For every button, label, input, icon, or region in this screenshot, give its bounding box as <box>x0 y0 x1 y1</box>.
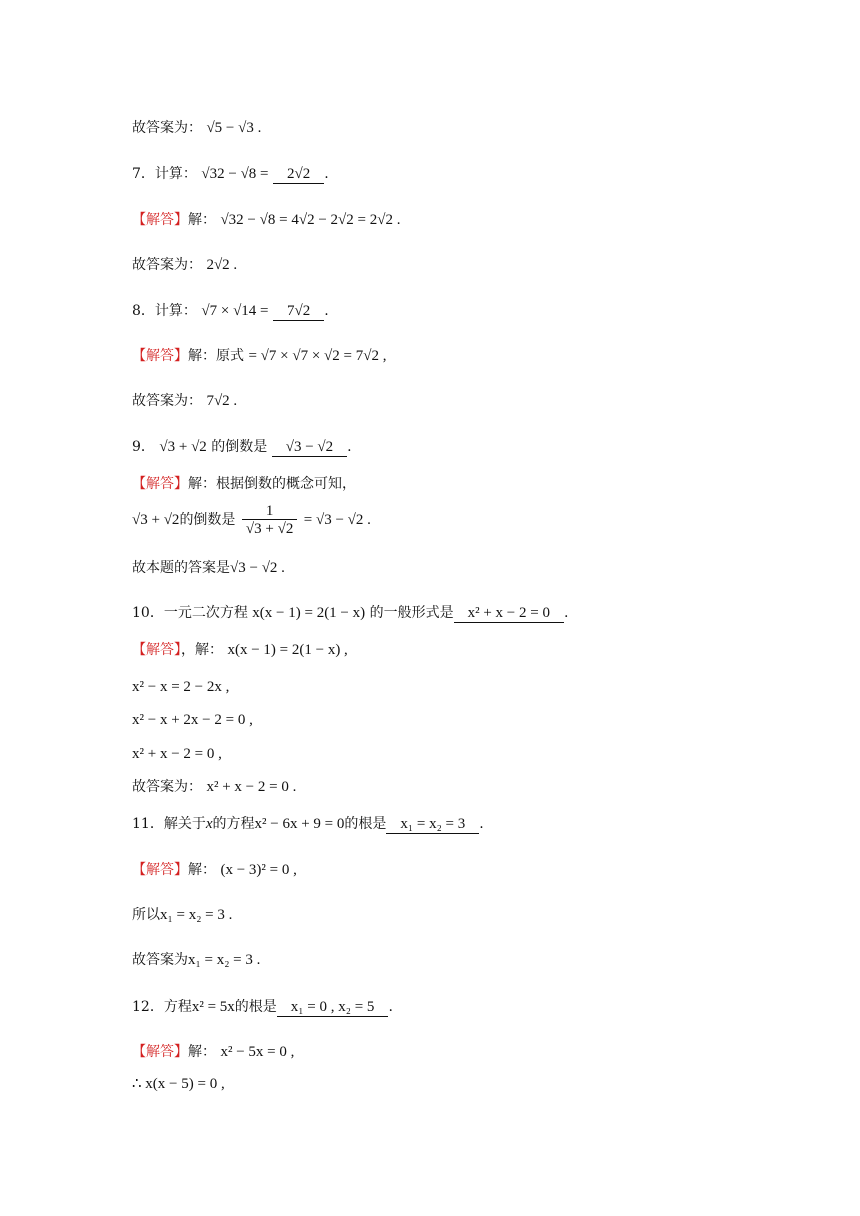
math-expr: √5 − √3 . <box>206 120 262 136</box>
question-12: 12．方程x² = 5x的根是 x₁ = 0 , x₂ = 5 . <box>132 999 393 1015</box>
solution-label: 解：根据倒数的概念可知， <box>188 476 356 492</box>
answer-blank: x² + x − 2 = 0 <box>454 604 564 623</box>
question-label: 10．一元二次方程 <box>132 605 248 621</box>
answer-prefix: 故答案为： <box>132 779 202 795</box>
fraction-numerator: 1 <box>242 503 297 520</box>
math-expr: = √7 × √7 × √2 = 7√2 , <box>248 348 387 364</box>
math-expr: 7√2 . <box>206 393 238 409</box>
solution-9 <box>132 474 356 494</box>
solution-10-step-1: x² − x = 2 − 2x , <box>132 679 230 695</box>
solution-10 <box>132 640 348 660</box>
solution-text: 的倒数是 <box>179 512 236 528</box>
math-expr: x² = 5x <box>191 999 235 1015</box>
solution-12 <box>132 1042 294 1062</box>
math-expr: x₁ = x₂ = 3 . <box>160 907 233 923</box>
fraction <box>242 503 297 538</box>
answer-line-10 <box>132 777 296 797</box>
solution-label: 解： <box>188 1044 216 1060</box>
math-expr: √3 + √2 <box>132 512 180 528</box>
question-label: 7．计算： <box>132 166 197 182</box>
math-expr: x² + x − 2 = 0 . <box>206 779 297 795</box>
solution-tag: 【解答】 <box>132 642 181 658</box>
answer-blank: √3 − √2 <box>272 438 347 457</box>
solution-tag: 【解答】 <box>132 212 188 228</box>
solution-12-step-1: ∴ x(x − 5) = 0 , <box>132 1076 225 1092</box>
solution-7 <box>132 210 400 230</box>
solution-10-step-2: x² − x + 2x − 2 = 0 , <box>132 712 253 728</box>
question-text: 的一般形式是 <box>369 605 454 621</box>
answer-line-8 <box>132 391 237 411</box>
math-expr: x(x − 1) = 2(1 − x) , <box>227 642 348 658</box>
solution-9-line-2 <box>132 502 371 538</box>
question-label: 12．方程 <box>132 999 192 1015</box>
math-expr: 2√2 . <box>206 257 238 273</box>
solution-label: 解： <box>188 212 216 228</box>
question-text: 的根是 <box>234 999 277 1015</box>
math-expr: x₁ = x₂ = 3 . <box>188 952 261 968</box>
answer-blank: 7√2 <box>273 302 324 321</box>
math-expr: √7 × √14 = <box>201 303 269 319</box>
answer-prefix: 故答案为： <box>132 393 202 409</box>
question-text: 的方程 <box>212 816 255 832</box>
math-expr: x² − 6x + 9 = 0 <box>254 816 345 832</box>
answer-blank: x₁ = 0 , x₂ = 5 <box>277 998 389 1017</box>
solution-tag: 【解答】 <box>132 348 188 364</box>
question-text: 的倒数是 <box>211 439 268 455</box>
answer-blank: x₁ = x₂ = 3 <box>386 815 479 834</box>
answer-prefix: 故答案为： <box>132 257 202 273</box>
math-expr: x(x − 1) = 2(1 − x) <box>252 605 366 621</box>
solution-tag: 【解答】 <box>132 1044 188 1060</box>
solution-label: 解： <box>188 862 216 878</box>
question-9: 9． √3 + √2 的倒数是 √3 − √2 . <box>132 439 352 455</box>
question-label: 9． <box>132 439 155 455</box>
answer-line-11 <box>132 950 260 970</box>
solution-11-line-2 <box>132 905 232 925</box>
math-expr: √3 + √2 <box>159 439 207 455</box>
answer-prefix: 故答案为 <box>132 952 188 968</box>
math-expr: √3 − √2 . <box>230 560 285 576</box>
question-10: 10．一元二次方程 x(x − 1) = 2(1 − x) 的一般形式是 x² + x − 2 = 0 . <box>132 605 569 621</box>
answer-blank: 2√2 <box>273 165 324 184</box>
question-text: 的根是 <box>344 816 387 832</box>
math-expr: √32 − √8 = <box>201 166 269 182</box>
solution-10-step-3: x² + x − 2 = 0 , <box>132 746 222 762</box>
answer-line-6 <box>132 118 261 138</box>
math-expr: √32 − √8 = 4√2 − 2√2 = 2√2 . <box>220 212 401 228</box>
math-var: x <box>205 816 213 832</box>
question-7: 7．计算： √32 − √8 = 2√2 . <box>132 166 329 182</box>
answer-line-9 <box>132 558 285 578</box>
solution-label: 解：原式 <box>188 348 244 364</box>
solution-text: 所以 <box>132 907 160 923</box>
question-label: 11．解关于 <box>132 816 206 832</box>
math-expr: = √3 − √2 . <box>303 512 371 528</box>
math-expr: (x − 3)² = 0 , <box>220 862 297 878</box>
solution-8 <box>132 346 386 366</box>
question-11: 11．解关于x的方程x² − 6x + 9 = 0的根是 x₁ = x₂ = 3 . <box>132 816 484 832</box>
answer-line-7 <box>132 255 237 275</box>
solution-tag: 【解答】 <box>132 476 188 492</box>
answer-prefix: 故本题的答案是 <box>132 560 230 576</box>
question-label: 8．计算： <box>132 303 197 319</box>
question-8: 8．计算： √7 × √14 = 7√2 . <box>132 303 329 319</box>
solution-tag: 【解答】 <box>132 862 188 878</box>
fraction-denominator: √3 + √2 <box>245 520 294 537</box>
solution-label: ，解： <box>181 642 223 658</box>
solution-11 <box>132 860 297 880</box>
math-expr: x² − 5x = 0 , <box>220 1044 295 1060</box>
answer-prefix: 故答案为： <box>132 120 202 136</box>
